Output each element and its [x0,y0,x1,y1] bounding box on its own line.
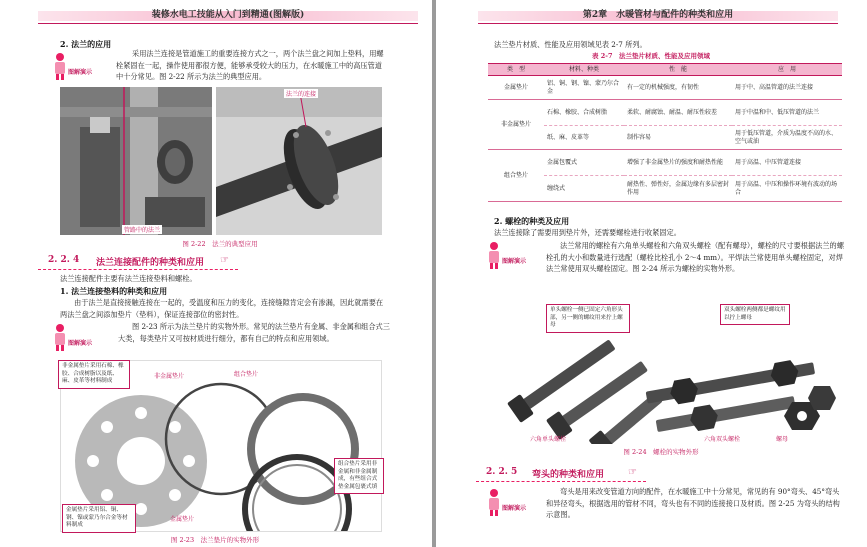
tutorial-badge-2 [52,323,93,353]
metal-gasket-label: 金属垫片 [170,516,195,523]
table-cell-application: 用于中温和中、低压管道的法兰 [732,100,842,126]
figure-2-24-caption: 图 2-24 螺栓的实物外形 [623,448,699,456]
section-number: 2. 2. 4 [48,255,80,265]
badge-label: 图解演示 [68,69,93,76]
figure-2-22-right-photo [216,87,382,235]
figure-2-22-left-photo [60,87,212,235]
nut-label: 螺母 [776,436,789,443]
pipe-flange-machinery-image [60,87,212,235]
right-running-header: 第2章 水暖管材与配件的种类和应用 [478,8,838,24]
figure-2-22-caption: 图 2-22 法兰的典型应用 [182,240,258,248]
badge-label: 图解演示 [68,340,93,347]
table-row [488,100,842,126]
gasket-paragraph-1: 由于法兰是直接接触连接在一起的，受温度和压力的变化，连接缝隙肯定会有渗漏，因此就需要在两法兰盘之间添加垫片（垫料），保证连接部位的密封性。 [60,298,384,319]
table-header-material: 材料、种类 [544,64,624,76]
table-cell-performance: 柔软、耐腐蚀、耐温、耐压性较差 [624,100,732,126]
person-icon [486,488,502,516]
flange-connection-image [216,87,382,235]
table-2-7-caption: 表 2-7 法兰垫片材质、性能及应用领域 [591,52,710,60]
badge-label: 图解演示 [502,505,527,512]
table-cell-type: 非金属垫片 [488,100,544,150]
bolt-intro-text: 法兰连接除了需要用到垫片外，还需要螺栓进行收紧固定。 [494,228,681,237]
right-page [436,0,867,547]
table-cell-material: 缠绕式 [544,176,624,202]
table-cell-material: 石棉、橡胶、合成树脂 [544,100,624,126]
gasket-paragraph-2: 图 2-23 所示为法兰垫片的实物外形。常见的法兰垫片有金属、非金属和组合式三大类，每类垫片又可按材质进行细分，都有自己的特点和应用领域。 [118,322,390,343]
tutorial-badge-4 [486,488,527,518]
elbow-paragraph: 弯头是用来改变管道方向的配件，在水暖施工中十分常见，常见的有 90°弯头、45°弯头和异径弯头，根据选用的管材不同，弯头也有不同的连接接口及材质。图 2-25 为弯头的结构示意图。 [546,487,840,519]
table-header-type: 类 型 [488,64,544,76]
table-2-7 [488,63,842,202]
tutorial-badge-3 [486,241,527,271]
single-bolt-callout: 单头螺栓一侧已固定六角形头部，另一侧的螺纹用来拧上螺母 [546,304,630,333]
nonmetal-gasket-label: 非金属垫片 [154,373,185,380]
nonmetal-gasket-callout: 非金属垫片采用石棉、橡胶、合成树脂以及纸、麻、皮革等材料制成 [58,360,130,389]
gasket-subsection-title: 1. 法兰连接垫料的种类和应用 [60,286,168,296]
table-row [488,76,842,100]
table-cell-application: 用于高温、中压管道连接 [732,150,842,176]
table-row [488,150,842,176]
single-bolt-label: 六角单头螺栓 [530,436,567,443]
table-cell-performance: 有一定的机械强度，有韧性 [624,76,732,100]
pipeline-flange-label: 管路中的法兰 [124,227,161,234]
left-intro-text: 法兰连接配件主要有法兰连接垫料和螺栓。 [60,274,197,283]
section-2-2-5-heading [476,466,646,482]
figure-2-23-caption: 图 2-23 法兰垫片的实物外形 [170,536,260,544]
left-section-2-title: 2. 法兰的应用 [60,39,112,49]
section-number: 2. 2. 5 [486,467,518,477]
bolt-paragraph: 法兰常用的螺栓有六角单头螺栓和六角双头螺栓（配有螺母），螺栓的尺寸要根据法兰的螺栓孔的大小和数量进行选配（螺栓比栓孔小 2～4 mm）。平焊法兰常使用单头螺栓固定，对焊法兰常使用双头螺栓固定。图 2-24 所示为螺栓的实物外形。 [546,241,844,273]
table-cell-application: 用于高温、中压和操作环境有波动的场合 [732,176,842,202]
pointing-hand-icon: ☞ [220,255,229,266]
table-cell-application: 用于中、高温管道的法兰连接 [732,76,842,100]
double-bolt-label: 六角双头螺栓 [704,436,741,443]
metal-gasket-callout: 金属垫片采用铝、铜、钢、镍或蒙乃尔合金等材料制成 [62,504,136,533]
table-cell-type: 组合垫片 [488,150,544,202]
combo-gasket-callout: 组合垫片采用非金属和非金属制成，有些组合式垫金属包裹式填 [334,458,384,494]
table-cell-application: 用于低压管道，介质为温度不高的水、空气或油 [732,126,842,150]
table-cell-performance: 耐热性、弹性好，金属边缘有多层密封作用 [624,176,732,202]
combo-gasket-label: 组合垫片 [234,371,259,378]
pointing-hand-icon: ☞ [628,467,637,478]
section-title: 法兰连接配件的种类和应用 [96,258,205,268]
bolt-subsection-title: 2. 螺栓的种类及应用 [494,216,570,226]
section-title: 弯头的种类和应用 [532,470,605,480]
table-header-row [488,64,842,76]
badge-label: 图解演示 [502,258,527,265]
left-section-2-paragraph: 采用法兰连接是管道施工的重要连接方式之一，两个法兰盘之间加上垫料，用螺栓紧固在一起，操作使用都很方便，能够承受较大的压力，在水暖施工中的高压管道中十分常见。图 2-22 所示为法兰的典型应用。 [116,49,384,81]
table-cell-performance: 制作容易 [624,126,732,150]
section-2-2-4-heading [38,254,238,270]
left-running-header: 装修水电工技能从入门到精通(图解版) [38,8,418,24]
left-page [0,0,432,547]
table-cell-material: 金属包覆式 [544,150,624,176]
table-cell-material: 铝、铜、钢、镍、蒙乃尔合金 [544,76,624,100]
tutorial-badge [52,52,93,82]
person-icon [52,323,68,351]
right-intro-text: 法兰垫片材质、性能及应用领域见表 2-7 所列。 [494,40,647,49]
table-cell-type: 金属垫片 [488,76,544,100]
flange-connection-label: 法兰的连接 [286,91,317,98]
person-icon [52,52,68,80]
table-header-performance: 性 能 [624,64,732,76]
table-cell-performance: 增强了非金属垫片的强度和耐热性能 [624,150,732,176]
table-cell-material: 纸、麻、皮革等 [544,126,624,150]
double-bolt-callout: 双头螺栓两侧都是螺纹用以拧上螺母 [720,304,790,325]
table-header-application: 应 用 [732,64,842,76]
person-icon [486,241,502,269]
